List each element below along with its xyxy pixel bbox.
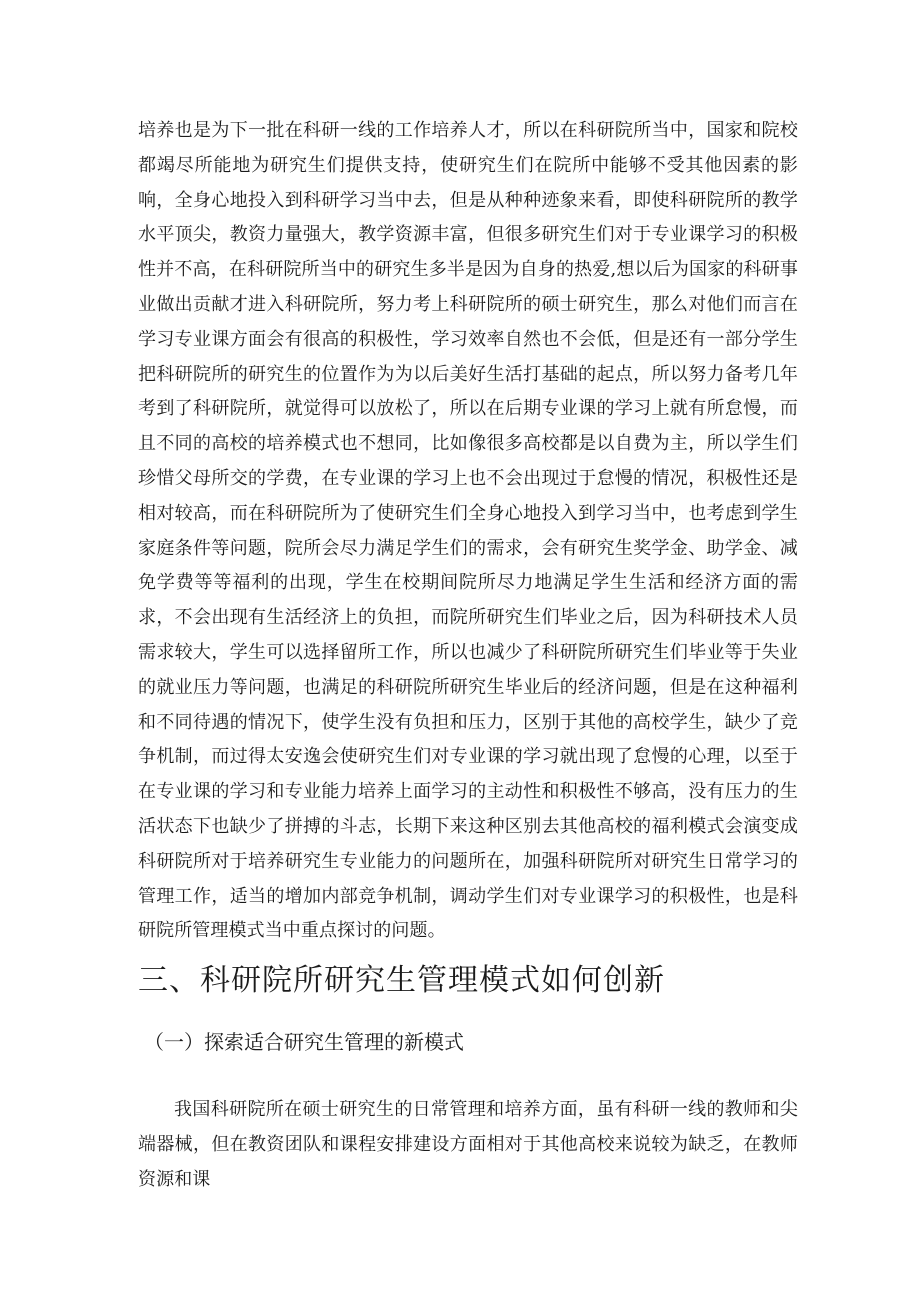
body-paragraph-2: 我国科研院所在硕士研究生的日常管理和培养方面，虽有科研一线的教师和尖端器械，但在教资团队和课程安排建设方面相对于其他高校来说较为缺乏，在教师资源和课 — [138, 1099, 798, 1190]
section-heading: 三、科研院所研究生管理模式如何创新 — [138, 963, 665, 999]
body-paragraph: 培养也是为下一批在科研一线的工作培养人才，所以在科研院所当中，国家和院校都竭尽所能地为研究生们提供支持，使研究生们在院所中能够不受其他因素的影响，全身心地投入到科研学习当中去，但是从种种迹象来看，即使科研院所的教学水平顶尖，教资力量强大，教学资源丰富，但很多研究生们对于专业课学习的积极性并不高，在科研院所当中的研究生多半是因为自身的热爱,想以后为国家的科研事业做出贡献才进入科研院所，努力考上科研院所的硕士研究生，那么对他们而言在学习专业课方面会有很高的积极性，学习效率自然也不会低，但是还有一部分学生把科研院所的研究生的位置作为为以后美好生活打基础的起点，所以努力备考几年考到了科研院所，就觉得可以放松了，所以在后期专业课的学习上就有所怠慢，而且不同的高校的培养模式也不想同，比如像很多高校都是以自费为主，所以学生们珍惜父母所交的学费，在专业课的学习上也不会出现过于怠慢的情况，积极性还是相对较高，而在科研院所为了使研究生们全身心地投入到学习当中，也考虑到学生家庭条件等问题，院所会尽力满足学生们的需求，会有研究生奖学金、助学金、减免学费等等福利的出现，学生在校期间院所尽力地满足学生生活和经济方面的需求，不会出现有生活经济上的负担，而院所研究生们毕业之后，因为科研技术人员需求较大，学生可以选择留所工作，所以也减少了科研院所研究生们毕业等于失业的就业压力等问题，也满足的科研院所研究生毕业后的经济问题，但是在这种福利和不同待遇的情况下，使学生没有负担和压力，区别于其他的高校学生，缺少了竞争机制，而过得太安逸会使研究生们对专业课的学习就出现了怠慢的心理，以至于在专业课的学习和专业能力培养上面学习的主动性和积极性不够高，没有压力的生活状态下也缺少了拼搏的斗志，长期下来这种区别去其他高校的福利模式会演变成科研院所对于培养研究生专业能力的问题所在，加强科研院所对研究生日常学习的管理工作，适当的增加内部竞争机制，调动学生们对专业课学习的积极性，也是科研院所管理模式当中重点探讨的问题。 — [138, 120, 798, 942]
document-page — [138, 114, 798, 1198]
subsection-heading: （一）探索适合研究生管理的新模式 — [144, 1030, 464, 1055]
